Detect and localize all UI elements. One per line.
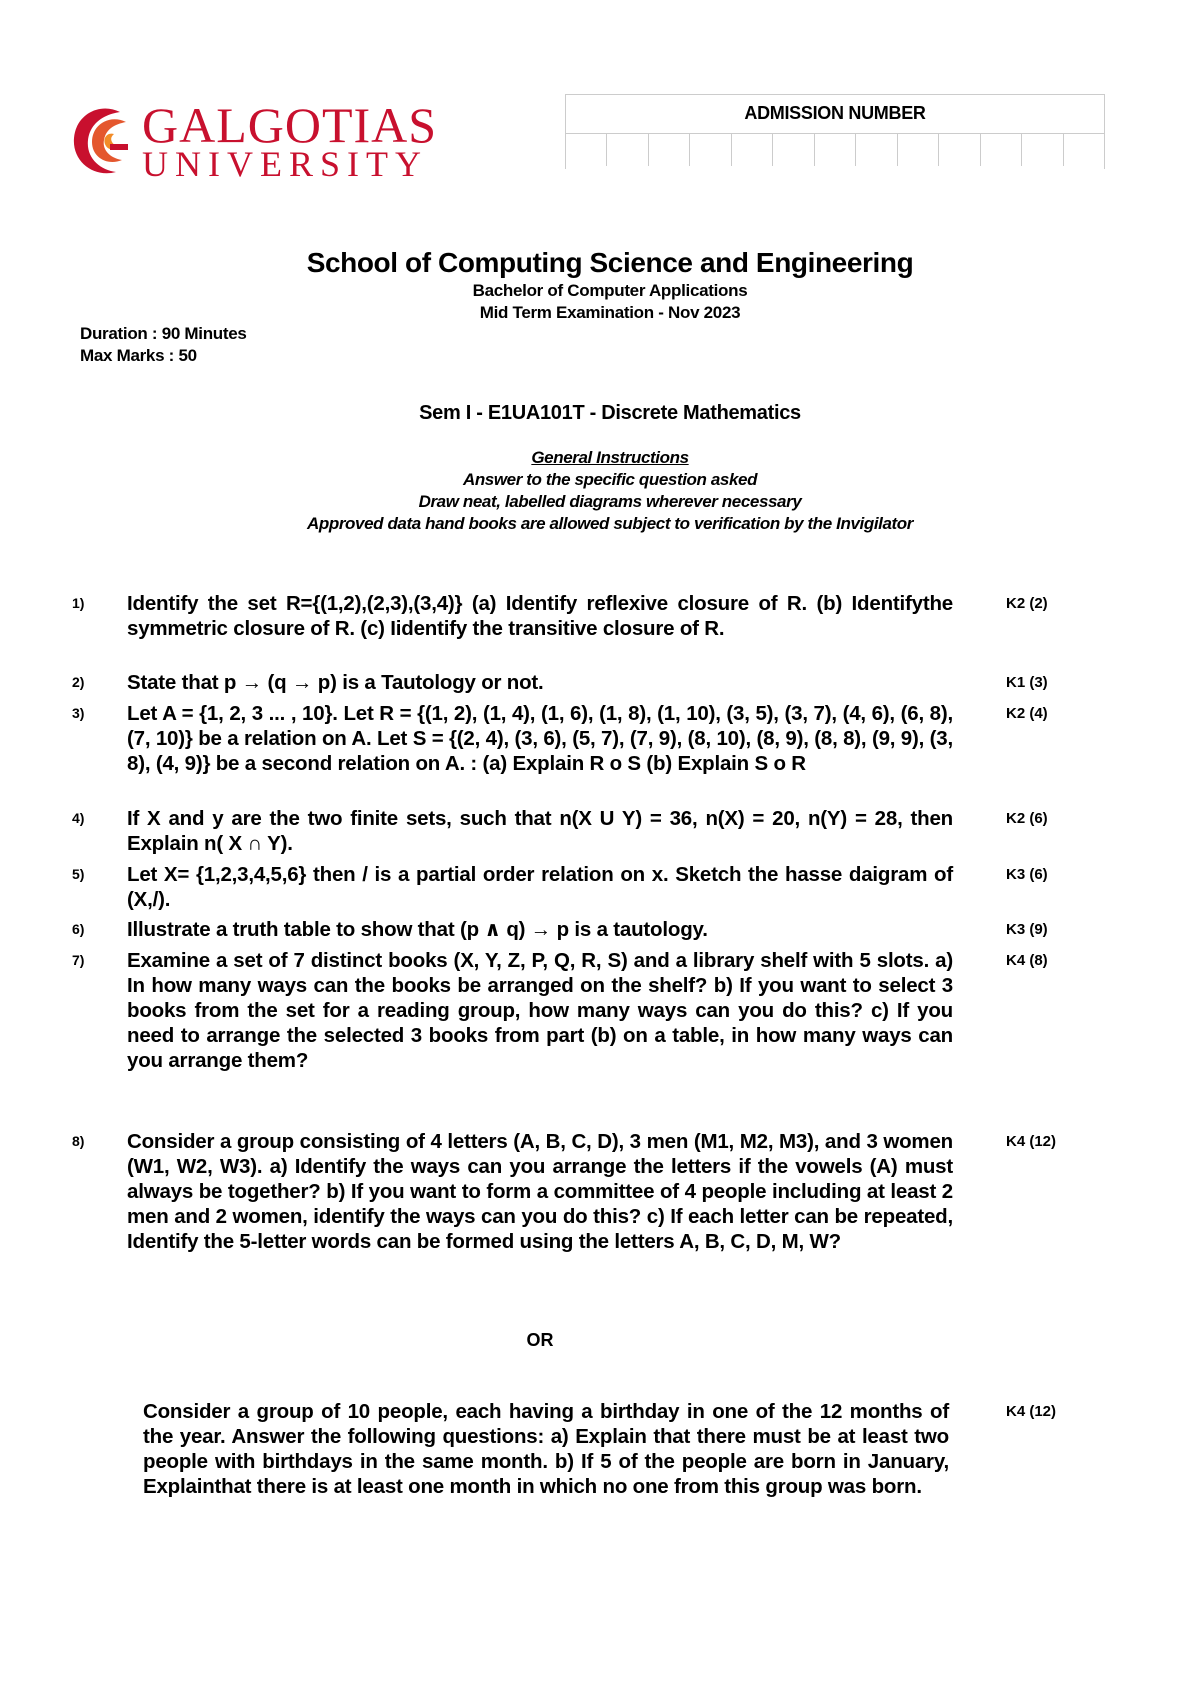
logo-name-line2: UNIVERSITY <box>142 144 428 184</box>
question-marks: K4 (8) <box>1006 952 1048 969</box>
question-marks: K3 (9) <box>1006 921 1048 938</box>
logo-name-line1: GALGOTIAS <box>142 97 438 153</box>
admission-number-cell[interactable] <box>1064 134 1104 166</box>
admission-number-cell[interactable] <box>939 134 980 166</box>
admission-number-cell[interactable] <box>566 134 607 166</box>
question-number: 3) <box>72 705 85 721</box>
question-text: State that p → (q → p) is a Tautology or not. <box>127 671 544 694</box>
alternate-question-marks: K4 (12) <box>1006 1403 1057 1420</box>
admission-number-cell[interactable] <box>1022 134 1063 166</box>
admission-number-box <box>565 94 1105 169</box>
admission-number-cell[interactable] <box>898 134 939 166</box>
question-number: 5) <box>72 866 85 882</box>
question-text: If X and y are the two finite sets, such that n(X U Y) = 36, n(X) = 20, n(Y) = 28, then Explain n( X ∩ Y). <box>127 807 953 855</box>
question-text: Consider a group consisting of 4 letters (A, B, C, D), 3 men (M1, M2, M3), and 3 women (W1, W2, W3). a) Identify the ways can you arrange the letters if the vowels (A) must always be together? b) If you want to form a committee of 4 people including at least 2 men and 2 women, identify the ways can you do this? c) If each letter can be repeated, Identify the 5-letter words can be formed using the letters A, B, C, D, M, W? <box>127 1130 953 1253</box>
question-text: Identify the set R={(1,2),(2,3),(3,4)} (a) Identify reflexive closure of R. (b) Identifythe symmetric closure of R. (c) Iidentify the transitive closure of R. <box>127 592 953 640</box>
university-logo <box>70 97 438 184</box>
admission-number-grid <box>566 133 1104 166</box>
instruction-item: Approved data hand books are allowed subject to verification by the Invigilator <box>306 514 914 533</box>
admission-number-cell[interactable] <box>607 134 648 166</box>
admission-number-cell[interactable] <box>773 134 814 166</box>
question-text: Let A = {1, 2, 3 ... , 10}. Let R = {(1, 2), (1, 4), (1, 6), (1, 8), (1, 10), (3, 5), (3, 7), (4, 6), (6, 8), (7, 10)} be a relation on A. Let S = {(2, 4), (3, 6), (5, 7), (7, 9), (8, 10), (8, 9), (8, 8), (9, 9), (3, 8), (4, 9)} be a second relation on A. : (a) Explain R o S (b) Explain S o R <box>127 702 953 775</box>
admission-number-cell[interactable] <box>649 134 690 166</box>
admission-number-cell[interactable] <box>815 134 856 166</box>
question-number: 2) <box>72 674 85 690</box>
admission-number-cell[interactable] <box>690 134 731 166</box>
question-number: 8) <box>72 1133 85 1149</box>
question-marks: K1 (3) <box>1006 674 1048 691</box>
question-marks: K3 (6) <box>1006 866 1048 883</box>
instruction-item: Draw neat, labelled diagrams wherever necessary <box>418 492 802 511</box>
question-marks: K2 (2) <box>1006 595 1048 612</box>
instruction-item: Answer to the specific question asked <box>462 470 758 489</box>
question-marks: K4 (12) <box>1006 1133 1057 1150</box>
course-title: Sem I - E1UA101T - Discrete Mathematics <box>419 402 801 424</box>
or-separator: OR <box>526 1330 554 1350</box>
admission-number-cell[interactable] <box>856 134 897 166</box>
school-title: School of Computing Science and Engineering <box>306 247 914 278</box>
admission-number-cell[interactable] <box>981 134 1022 166</box>
alternate-question-text: Consider a group of 10 people, each having a birthday in one of the 12 months of the year. Answer the following questions: a) Explain that there must be at least two people with birthdays in the same month. b) If 5 of the people are born in January, Explainthat there is at least one month in which no one from this group was born. <box>143 1400 949 1498</box>
galgotias-swirl-logo-icon <box>70 100 136 180</box>
question-number: 7) <box>72 952 85 968</box>
duration: Duration : 90 Minutes <box>80 324 247 343</box>
admission-number-cell[interactable] <box>732 134 773 166</box>
question-text: Let X= {1,2,3,4,5,6} then / is a partial order relation on x. Sketch the hasse daigram of (X,/). <box>127 863 953 911</box>
question-number: 1) <box>72 595 85 611</box>
program-name: Bachelor of Computer Applications <box>472 281 748 300</box>
admission-number-label: ADMISSION NUMBER <box>744 103 926 123</box>
question-marks: K2 (6) <box>1006 810 1048 827</box>
max-marks: Max Marks : 50 <box>80 346 197 365</box>
question-number: 6) <box>72 921 85 937</box>
question-marks: K2 (4) <box>1006 705 1048 722</box>
question-number: 4) <box>72 810 85 826</box>
instructions-heading: General Instructions <box>531 448 689 467</box>
exam-name: Mid Term Examination - Nov 2023 <box>479 303 741 322</box>
question-text: Illustrate a truth table to show that (p ∧ q) → p is a tautology. <box>127 918 708 941</box>
question-text: Examine a set of 7 distinct books (X, Y, Z, P, Q, R, S) and a library shelf with 5 slots. a) In how many ways can the books be arranged on the shelf? b) If you want to select 3 books from the set for a reading group, how many ways can you do this? c) If you need to arrange the selected 3 books from part (b) on a table, in how many ways can you arrange them? <box>127 949 953 1072</box>
